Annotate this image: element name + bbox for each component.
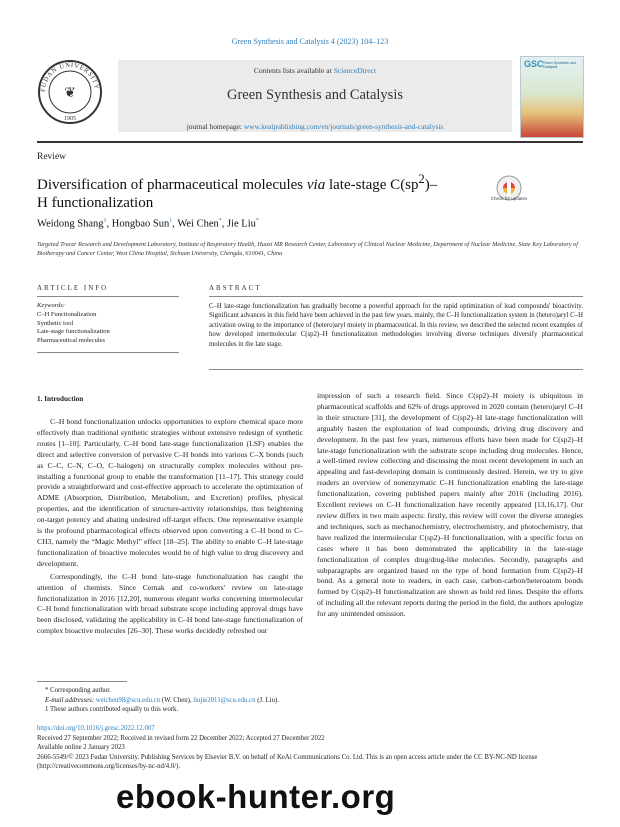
author[interactable]: Weidong Shang — [37, 218, 104, 230]
header-rule — [37, 141, 583, 143]
keyword: C–H Functionalization — [37, 311, 97, 318]
doi-link[interactable]: https://doi.org/10.1016/j.gresc.2022.12.007 — [37, 725, 155, 732]
keyword: Pharmaceutical molecules — [37, 336, 106, 344]
email-addresses: E-mail addresses: weichen98@scu.edu.cn (W. Chen), liujie2011@scu.edu.cn (J. Liu). — [45, 696, 279, 704]
homepage-link[interactable]: www.keaipublishing.com/en/journals/green-synthesis-and-catalysis — [243, 122, 444, 131]
section-heading: 1. Introduction — [37, 395, 84, 403]
university-seal-logo — [37, 59, 103, 125]
abstract-heading: ABSTRACT — [209, 284, 262, 292]
paragraph: impression of such a research field. Since C(sp2)–H moiety is ubiquitous in pharmaceutical scaffolds and 62% of drugs approved in 2020 contain (hetero)aryl C–H in their structure [31], the development of C(sp2)–H late-stage functionalization will arguably hasten the exploitation of lead compounds, driving drug discovery and development. In the past few years, numerous efforts have been made for C(sp2)–H late-stage functionalization with the substrate scope including drug molecules. Hence, a well-timed review collecting and discussing the most recent development in such an appealing and fast-developing domain is continuously desired. Herein, we try to give readers an overview of nonenzymatic C–H functionalization enabling the late-stage functionalization, covering published papers mainly after 2016 (including 2016). Excellent reviews on C–H functionalization have recently appeared [13,16,17]. Our review differs in two main aspects: firstly, this review will cover the diverse strategies and techniques, such as mechanochemistry, electrochemistry, and photochemistry, that have realized the intermolecular C(sp2)–H functionalization, with a specific focus on cases where it has been demonstrated the applicability in the late-stage functionalization of complex drug/drug-like molecules. Secondly, paragraphs and subparagraphs are organized based on the type of bond formation from C(sp2)–H bond. As a general note to readers, in each case, carbon-carbon/heteroatom bonds formed by C(sp2)–H functionalization are shown as bold red lines. Despite the efforts of including all the relevant reports during the period in the field, the authors apologize for any unintended omission. — [317, 391, 583, 619]
svg-text:❦: ❦ — [64, 86, 76, 101]
divider — [209, 369, 583, 370]
journal-citation[interactable]: Green Synthesis and Catalysis 4 (2023) 104–123 — [231, 37, 389, 46]
divider — [209, 296, 583, 297]
equal-contribution-note: 1 These authors contributed equally to this work. — [45, 706, 179, 713]
body-column-right — [317, 391, 583, 620]
author[interactable]: Wei Chen — [177, 218, 219, 230]
cover-title: GSC — [524, 59, 544, 69]
seal-name: FUDAN UNIVERSITY — [39, 61, 100, 93]
affiliation: Targeted Tracer Research and Development Laboratory, Institute of Respiratory Health, Huaxi MR Research Center, Laboratory of Clinical Nuclear Medicine, Department of Nuclear Medicine, State Key Laboratory of Biotherapy and Cancer Center, West China Hospital, Sichuan University, Chengdu, 610041, China — [37, 241, 578, 257]
seal-year: 1905 — [64, 116, 76, 122]
abstract-text: C–H late-stage functionalization has gradually become a powerful approach for the rapid optimization of lead compounds' bioactivity. Significant advances in this field have been achieved in the past few years, mainly, the C–H functionalization system in (hetero)aryl C–H activation owing to the importance of (hetero)aryl moiety in pharmaceutical. In this review, we described the selected recent examples of how developed intermolecular C(sp2)–H functionalization methodologies involving diverse techniques diversify pharmaceutical molecules in the late stage. — [209, 303, 583, 348]
cover-subtitle: Green Synthesis and Catalysis — [543, 61, 576, 69]
check-for-updates-label[interactable]: Check for updates — [490, 196, 528, 201]
sciencedirect-link[interactable]: ScienceDirect — [333, 66, 377, 75]
contents-prefix: Contents lists available at — [253, 66, 334, 75]
article-title: Diversification of pharmaceutical molecules via late-stage $C(sp^2)-$ H functionalization — [37, 172, 438, 211]
author-list: Weidong Shang$^1$, Hongbao Sun$^1$, Wei Chen*, Jie Liu* — [37, 218, 259, 230]
available-online: Available online 2 January 2023 — [37, 744, 125, 752]
copyright-notice: 2666-5549/© 2023 Fudan University. Publishing Services by Elsevier B.V. on behalf of KeAi Communications Co. Ltd. This is an open access article under the CC BY-NC-ND license (http://creativecommons.org/licenses/by-nc-nd/4.0/). — [37, 753, 538, 771]
article-info-heading: ARTICLE INFO — [37, 284, 109, 292]
received-dates: Received 27 September 2022; Received in revised form 22 December 2022; Accepted 27 December 2022 — [37, 734, 325, 742]
journal-title: Green Synthesis and Catalysis — [227, 87, 403, 103]
keywords-label: Keywords: — [37, 302, 65, 309]
publication-info — [37, 724, 583, 772]
divider — [37, 296, 179, 297]
watermark-text: ebook-hunter.org — [116, 778, 396, 815]
article-type: Review — [37, 152, 67, 162]
email-link[interactable]: liujie2011@scu.edu.cn — [193, 696, 256, 704]
author[interactable]: Jie Liu — [227, 218, 256, 230]
homepage-line — [118, 122, 512, 131]
paragraph: C–H bond functionalization unlocks opportunities to explore chemical space more effectively than traditional synthetic strategies without extensive redesign of synthetic routes [1–10]. Particularly, C–H bond late-stage functionalization (LSF) enables the direct and selective conversion of pervasive C–H bonds into various C–X bonds (such as C–C, C–N, C–O, C–halogen) on structurally complex molecules without pre-installing a functional group to enable the transformation [11–17]. This strategy could provide a straightforward and cost-effective approach to accelerate the optimization of ADME (Absorption, Distribution, Metabolism, and Excretion) profiles, physical properties, and the identification of structure-activity relationships, thus heightening on-target potency and abating undesired off-target effects. One representative example is the profound pharmacological effects observed upon converting a C–H bond to C–CH3, namely the “Magic Methyl” effect [18–25]. The ability to enable C–H late-stage functionalization of bioactive molecules would be of high value to drug discovery and development. — [37, 417, 303, 568]
contents-line — [118, 66, 512, 75]
keyword: Synthetic tool — [37, 319, 74, 327]
paragraph: Correspondingly, the C–H bond late-stage functionalization has caught the attention of chemists. Since Cernak and co-workers' review on late-stage functionalization in 2016 [12,20], numerous elegant works concerning intermolecular C–H bond functionalization with broad substrate scope including approval drugs have been disclosed, validating the applicability in C–H bond late-stage functionalization of complex bioactive molecules [26–30]. These works decidedly refreshed our — [37, 571, 303, 636]
author[interactable]: Hongbao Sun — [111, 218, 170, 230]
footnote-divider — [37, 681, 127, 682]
email-link[interactable]: weichen98@scu.edu.cn — [95, 696, 161, 704]
keyword: Late-stage functionalization — [37, 328, 110, 336]
divider — [37, 352, 179, 353]
journal-cover-thumbnail[interactable] — [520, 56, 584, 138]
footnotes — [37, 686, 583, 715]
homepage-prefix: journal homepage: — [186, 122, 244, 131]
keywords-list — [37, 311, 110, 345]
body-column-left — [37, 417, 303, 637]
corresponding-author-note: * Corresponding author. — [45, 687, 111, 694]
